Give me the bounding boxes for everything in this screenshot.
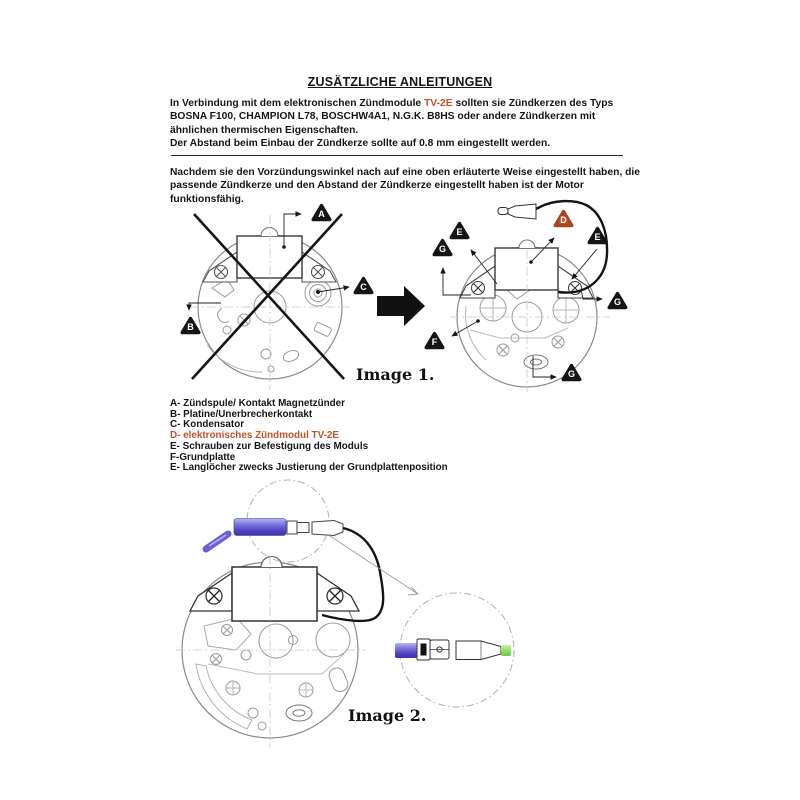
divider-line	[171, 155, 623, 156]
green-terminal-tip	[501, 645, 511, 656]
legend-item-f: F-Grundplatte	[170, 451, 236, 463]
marker-g-left: G	[432, 238, 453, 258]
marker-f: F	[424, 331, 445, 351]
marker-e-right: E	[587, 226, 608, 246]
marker-g-right: G	[607, 291, 628, 311]
module-code-highlight: TV-2E	[424, 98, 453, 109]
marker-a: A	[311, 203, 332, 223]
marker-d-module: D	[553, 209, 574, 229]
legend-item-e: E- Schrauben zur Befestigung des Moduls	[170, 440, 369, 452]
marker-e-left: E	[449, 221, 470, 241]
image1-caption: Image 1.	[356, 365, 435, 384]
page-title: ZUSÄTZLICHE ANLEITUNGEN	[307, 75, 493, 89]
marker-b: B	[180, 316, 201, 336]
legend-item-b: B- Platine/Unerbrecherkontakt	[170, 408, 313, 420]
legend-item-d-highlighted: D- elektronisches Zündmodul TV-2E	[170, 430, 339, 442]
gap-instruction: Der Abstand beim Einbau der Zündkerze sollte auf 0.8 mm eingestellt werden.	[170, 138, 551, 150]
legend-item-c: C- Kondensator	[170, 419, 245, 431]
detail-blue-sleeve	[395, 643, 417, 658]
intro-text-before: In Verbindung mit dem elektronischen Zündmodule	[170, 98, 425, 109]
marker-c: C	[353, 276, 374, 296]
marker-g-bottom: G	[561, 363, 582, 383]
image2-caption: Image 2.	[348, 706, 427, 725]
spade-terminal	[312, 521, 343, 536]
parts-legend	[170, 399, 448, 474]
legend-item-e2: E- Langlöcher zwecks Justierung der Grundplattenposition	[170, 462, 448, 474]
blue-connector-sleeve	[234, 519, 286, 536]
wire-terminal	[508, 204, 536, 219]
legend-item-a: A- Zündspule/ Kontakt Magnetzünder	[170, 398, 346, 409]
intro-paragraph	[170, 97, 640, 151]
intro-text-after: sollten sie Zündkerzen des Typs BOSNA F100, CHAMPION L78, BOSCHW4A1, N.G.K. B8HS oder andere Zündkerzen mit ähnlichen thermischen Eigenschaften.	[170, 98, 614, 136]
setup-note: Nachdem sie den Vorzündungswinkel nach auf eine oben erläuterte Weise eingestellt haben, die passende Zündkerze und den Abstand der Zündkerze eingestellt haben ist der Motor funktionsfähig.	[170, 167, 640, 205]
